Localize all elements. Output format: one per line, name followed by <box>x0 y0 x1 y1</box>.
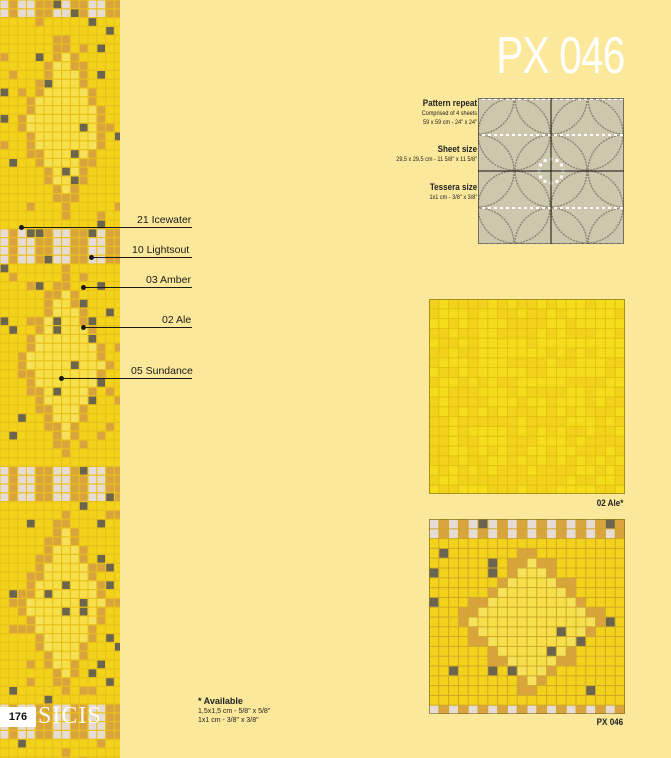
callout-label-lightsout: 10 Lightsout <box>132 244 190 256</box>
availability-label: * Available <box>198 696 243 706</box>
callout-leader-line <box>84 327 192 328</box>
brand-logo: SICIS <box>38 703 102 729</box>
spec-value: 1x1 cm - 3/8" x 3/8" <box>429 194 477 201</box>
callout-label-icewater: 21 Icewater <box>137 214 192 226</box>
page-title: PX 046 <box>496 27 625 85</box>
callout-leader-line <box>22 227 192 228</box>
spec-pattern-repeat <box>412 98 477 127</box>
pattern-sheet-swatch <box>429 519 625 714</box>
spec-sheet-size <box>382 144 477 164</box>
single-sheet-caption: 02 Ale* <box>596 498 623 509</box>
callout-leader-line <box>84 287 192 288</box>
availability-size: 1,5x1,5 cm - 5/8" x 5/8" <box>198 707 271 715</box>
callout-label-ale: 02 Ale <box>162 314 192 326</box>
spec-label: Pattern repeat <box>422 98 477 109</box>
spec-label: Sheet size <box>437 144 477 155</box>
callout-label-amber: 03 Amber <box>146 274 191 286</box>
spec-value: 59 x 59 cm - 24" x 24" <box>423 119 477 126</box>
spec-value: Comprised of 4 sheets <box>421 110 477 117</box>
callout-marker <box>19 225 24 230</box>
callout-marker <box>81 285 86 290</box>
page-number: 176 <box>0 707 36 727</box>
callout-marker <box>81 325 86 330</box>
pattern-repeat-diagram <box>478 98 624 244</box>
callout-leader-line <box>62 378 192 379</box>
spec-value: 29,5 x 29,5 cm - 11 5/8" x 11 5/8" <box>396 156 477 163</box>
availability-note <box>198 697 270 726</box>
callout-label-sundance: 05 Sundance <box>131 365 193 377</box>
availability-size: 1x1 cm - 3/8" x 3/8" <box>198 717 259 724</box>
spec-tessera-size <box>421 182 477 202</box>
single-color-sheet-swatch <box>429 299 625 494</box>
callout-marker <box>89 255 94 260</box>
spec-label: Tessera size <box>429 182 477 193</box>
pattern-sheet-caption: PX 046 <box>596 717 623 728</box>
callout-leader-line <box>92 257 192 258</box>
callout-marker <box>59 376 64 381</box>
